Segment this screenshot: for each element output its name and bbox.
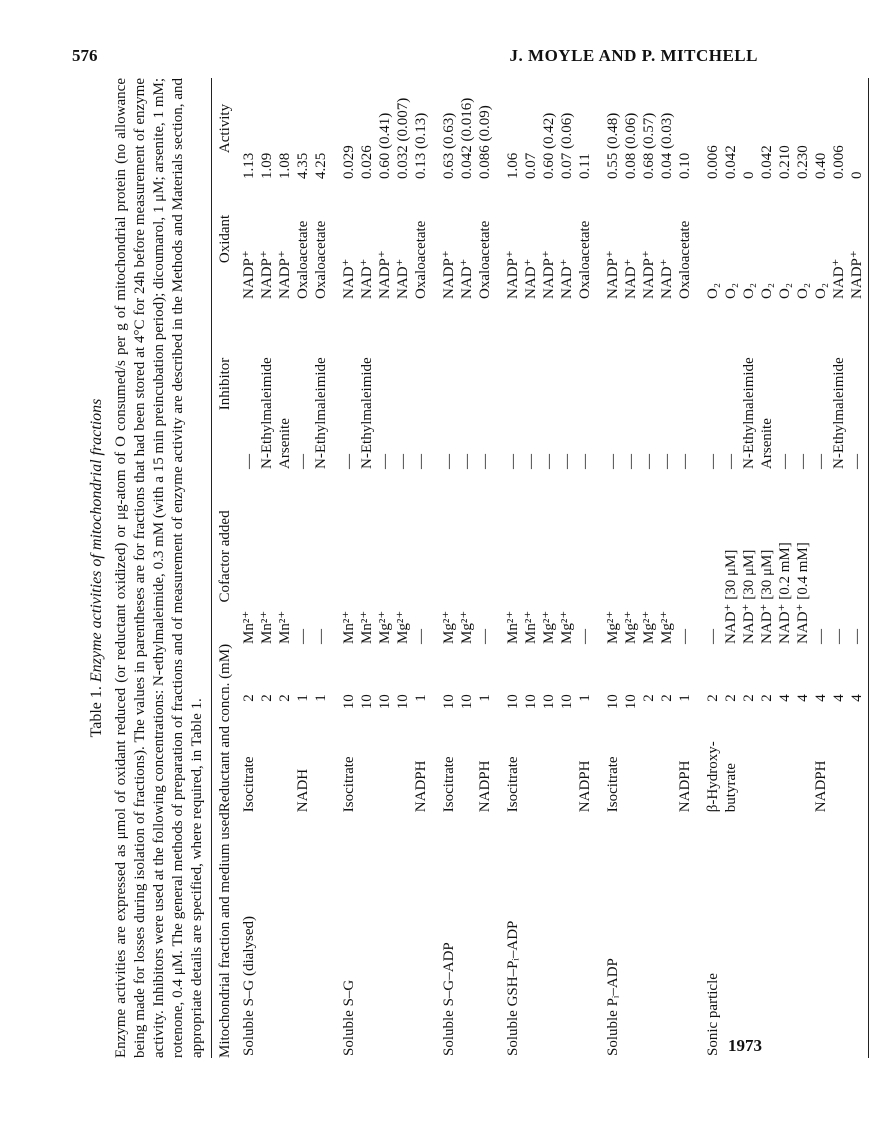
activity-cell: 0.60 (0.42) <box>541 112 557 179</box>
top-rule <box>211 78 212 1058</box>
fraction-cell <box>848 812 866 1058</box>
activity-cell: 0.006 <box>831 145 847 179</box>
table-row <box>794 78 812 1058</box>
reductant-cell <box>494 644 522 812</box>
reductant-cell <box>576 644 594 812</box>
fraction-cell <box>776 812 794 1058</box>
fraction-cell: Soluble S–G (dialysed) <box>241 916 257 1056</box>
table-caption-prefix: Table 1. <box>88 682 105 738</box>
reductant-conc: 10 <box>623 694 639 710</box>
fraction-cell <box>622 812 640 1058</box>
table-row <box>258 78 276 1058</box>
reductant-cell <box>558 644 576 812</box>
fraction-cell <box>640 812 658 1058</box>
inhibitor-cell: — <box>477 453 493 469</box>
cofactor-cell: NAD⁺ [0.2 mM] <box>777 542 793 644</box>
reductant-conc: 10 <box>523 694 539 710</box>
reductant-name: β-Hydroxy- <box>705 741 721 813</box>
reductant-conc: 10 <box>605 694 621 710</box>
inhibitor-cell: — <box>395 453 411 469</box>
reductant-cell <box>676 644 694 812</box>
table-row <box>740 78 758 1058</box>
inhibitor-cell: N-Ethylmaleimide <box>359 357 375 469</box>
oxidant-cell: Oxaloacetate <box>295 220 311 299</box>
oxidant-cell: Oxaloacetate <box>577 220 593 299</box>
fraction-cell <box>294 812 312 1058</box>
inhibitor-cell: — <box>623 453 639 469</box>
fraction-cell: Soluble Pᵢ–ADP <box>605 958 621 1056</box>
fraction-cell <box>258 812 276 1058</box>
cofactor-cell: — <box>677 628 693 644</box>
cofactor-cell: Mg²⁺ <box>559 610 575 644</box>
cofactor-cell: Mg²⁺ <box>377 610 393 644</box>
activity-cell: 0.210 <box>777 145 793 179</box>
cofactor-cell: Mg²⁺ <box>441 610 457 644</box>
cofactor-cell: — <box>577 628 593 644</box>
inhibitor-cell: N-Ethylmaleimide <box>259 357 275 469</box>
table-body <box>240 78 866 1058</box>
reductant-cell <box>240 644 258 812</box>
cofactor-cell: Mn²⁺ <box>359 610 375 644</box>
cofactor-cell: Mn²⁺ <box>277 610 293 644</box>
inhibitor-cell: — <box>523 453 539 469</box>
inhibitor-cell: N-Ethylmaleimide <box>741 357 757 469</box>
oxidant-cell: NAD⁺ <box>359 258 375 299</box>
cofactor-cell: — <box>849 628 865 644</box>
oxidant-cell: NAD⁺ <box>831 258 847 299</box>
cofactor-cell: Mg²⁺ <box>641 610 657 644</box>
reductant-cell <box>830 644 848 812</box>
inhibitor-cell: — <box>641 453 657 469</box>
table-row <box>812 78 830 1058</box>
reductant-cell <box>430 644 458 812</box>
reductant-name: Isocitrate <box>441 756 457 813</box>
table-row <box>476 78 494 1058</box>
inhibitor-cell: — <box>505 453 521 469</box>
table-row <box>694 78 722 1058</box>
reductant-cell <box>722 644 740 812</box>
reductant-cell <box>458 644 476 812</box>
reductant-cell <box>776 644 794 812</box>
fraction-cell <box>740 812 758 1058</box>
reductant-name: NADPH <box>813 760 829 813</box>
oxidant-cell: NADP⁺ <box>541 250 557 299</box>
cofactor-cell: Mg²⁺ <box>459 610 475 644</box>
table-row <box>622 78 640 1058</box>
oxidant-cell: O₂ <box>777 282 793 299</box>
cofactor-cell: — <box>413 628 429 644</box>
reductant-conc: 10 <box>359 694 375 710</box>
inhibitor-cell: — <box>705 453 721 469</box>
reductant-conc: 4 <box>795 694 811 702</box>
reductant-cell <box>330 644 358 812</box>
fraction-cell <box>576 812 594 1058</box>
fraction-cell <box>812 812 830 1058</box>
reductant-name: NADPH <box>413 760 429 813</box>
fraction-cell <box>540 812 558 1058</box>
table-row <box>522 78 540 1058</box>
header-reductant: Reductant and concn. (mM) <box>217 643 233 813</box>
oxidant-cell: NAD⁺ <box>623 258 639 299</box>
reductant-cell <box>358 644 376 812</box>
activity-cell: 0 <box>849 171 865 179</box>
reductant-name: NADH <box>295 768 311 813</box>
oxidant-cell: NAD⁺ <box>459 258 475 299</box>
activity-cell: 0.40 <box>813 152 829 179</box>
table-row <box>558 78 576 1058</box>
inhibitor-cell: — <box>295 453 311 469</box>
table-row <box>848 78 866 1058</box>
reductant-conc: 10 <box>395 694 411 710</box>
reductant-cell <box>594 644 622 812</box>
cofactor-cell: Mn²⁺ <box>259 610 275 644</box>
reductant-conc: 1 <box>313 694 329 702</box>
reductant-conc: 2 <box>723 694 739 702</box>
fraction-cell <box>394 812 412 1058</box>
inhibitor-cell: N-Ethylmaleimide <box>831 357 847 469</box>
fraction-cell <box>376 812 394 1058</box>
header-inhibitor: Inhibitor <box>217 357 233 411</box>
reductant-conc: 10 <box>341 694 357 710</box>
reductant-conc: 2 <box>659 694 675 702</box>
table-row <box>722 78 740 1058</box>
activity-cell: 0.07 (0.06) <box>559 112 575 179</box>
activity-cell: 0.230 <box>795 145 811 179</box>
header-oxidant: Oxidant <box>217 214 233 264</box>
table-row <box>294 78 312 1058</box>
reductant-conc: 2 <box>759 694 775 702</box>
reductant-conc: 10 <box>441 694 457 710</box>
reductant-cell <box>394 644 412 812</box>
activity-cell: 1.06 <box>505 152 521 179</box>
reductant-name: Isocitrate <box>241 756 257 813</box>
reductant-cell <box>276 644 294 812</box>
fraction-cell <box>758 812 776 1058</box>
reductant-name: Isocitrate <box>505 756 521 813</box>
reductant-cell <box>758 644 776 812</box>
activity-cell: 0.13 (0.13) <box>413 112 429 179</box>
inhibitor-cell: — <box>441 453 457 469</box>
cofactor-cell: Mn²⁺ <box>505 610 521 644</box>
inhibitor-cell: Arsenite <box>277 418 293 469</box>
table-row <box>576 78 594 1058</box>
reductant-conc: 2 <box>277 694 293 702</box>
reductant-cell <box>794 644 812 812</box>
table-row <box>430 78 458 1058</box>
fraction-cell: Soluble GSH–Pᵢ–ADP <box>505 920 521 1056</box>
reductant-conc: 2 <box>741 694 757 702</box>
oxidant-cell: NAD⁺ <box>395 258 411 299</box>
inhibitor-cell: — <box>341 453 357 469</box>
table-row <box>312 78 330 1058</box>
reductant-conc: 10 <box>377 694 393 710</box>
oxidant-cell: NAD⁺ <box>341 258 357 299</box>
rotated-table-block <box>84 78 865 1058</box>
cofactor-cell: Mn²⁺ <box>241 610 257 644</box>
activity-cell: 0.029 <box>341 145 357 179</box>
cofactor-cell: NAD⁺ [30 μM] <box>741 549 757 644</box>
header-cofactor: Cofactor added <box>217 510 233 603</box>
fraction-cell <box>476 812 494 1058</box>
cofactor-cell: — <box>295 628 311 644</box>
reductant-cell <box>540 644 558 812</box>
inhibitor-cell: — <box>241 453 257 469</box>
table-row <box>412 78 430 1058</box>
cofactor-cell: Mg²⁺ <box>623 610 639 644</box>
table-caption-title: Enzyme activities of mitochondrial fractions <box>88 398 105 683</box>
oxidant-cell: NADP⁺ <box>277 250 293 299</box>
cofactor-cell: Mn²⁺ <box>523 610 539 644</box>
inhibitor-cell: — <box>413 453 429 469</box>
reductant-conc: 2 <box>241 694 257 702</box>
reductant-cell <box>376 644 394 812</box>
reductant-conc: 1 <box>677 694 693 702</box>
reductant-name: NADPH <box>477 760 493 813</box>
fraction-cell <box>312 812 330 1058</box>
oxidant-cell: NADP⁺ <box>605 250 621 299</box>
activity-cell: 0.10 <box>677 152 693 179</box>
reductant-conc: 10 <box>505 694 521 710</box>
activity-cell: 0.07 <box>523 152 539 179</box>
reductant-cell <box>312 644 330 812</box>
enzyme-activity-table <box>216 78 866 1058</box>
oxidant-cell: Oxaloacetate <box>677 220 693 299</box>
table-row <box>594 78 622 1058</box>
reductant-name: Isocitrate <box>341 756 357 813</box>
header-fraction: Mitochondrial fraction and medium used <box>217 812 233 1058</box>
cofactor-cell: NAD⁺ [30 μM] <box>723 549 739 644</box>
cofactor-cell: Mg²⁺ <box>605 610 621 644</box>
reductant-conc: 1 <box>413 694 429 702</box>
oxidant-cell: Oxaloacetate <box>477 220 493 299</box>
reductant-conc: 10 <box>559 694 575 710</box>
reductant-cell <box>694 644 722 812</box>
cofactor-cell: Mg²⁺ <box>659 610 675 644</box>
table-row <box>676 78 694 1058</box>
fraction-cell <box>722 812 740 1058</box>
activity-cell: 0.006 <box>705 145 721 179</box>
fraction-cell <box>830 812 848 1058</box>
reductant-conc: 1 <box>477 694 493 702</box>
cofactor-cell: NAD⁺ [0.4 mM] <box>795 542 811 644</box>
cofactor-cell: Mg²⁺ <box>541 610 557 644</box>
activity-cell: 0.04 (0.03) <box>659 112 675 179</box>
oxidant-cell: O₂ <box>795 282 811 299</box>
oxidant-cell: O₂ <box>813 282 829 299</box>
inhibitor-cell: — <box>795 453 811 469</box>
activity-cell: 0.042 <box>759 145 775 179</box>
reductant-cell <box>476 644 494 812</box>
table-row <box>358 78 376 1058</box>
oxidant-cell: O₂ <box>759 282 775 299</box>
oxidant-cell: NAD⁺ <box>523 258 539 299</box>
table-row <box>640 78 658 1058</box>
reductant-cell <box>812 644 830 812</box>
reductant-name: Isocitrate <box>605 756 621 813</box>
fraction-cell <box>458 812 476 1058</box>
fraction-cell <box>522 812 540 1058</box>
reductant-name: NADPH <box>577 760 593 813</box>
table-row <box>830 78 848 1058</box>
oxidant-cell: NADP⁺ <box>241 250 257 299</box>
oxidant-cell: O₂ <box>705 282 721 299</box>
activity-cell: 0.08 (0.06) <box>623 112 639 179</box>
reductant-conc: 1 <box>577 694 593 702</box>
table-row <box>240 78 258 1058</box>
activity-cell: 0.68 (0.57) <box>641 112 657 179</box>
activity-cell: 0.026 <box>359 145 375 179</box>
inhibitor-cell: — <box>723 453 739 469</box>
inhibitor-cell: — <box>813 453 829 469</box>
cofactor-cell: Mg²⁺ <box>395 610 411 644</box>
inhibitor-cell: — <box>377 453 393 469</box>
reductant-conc: 10 <box>541 694 557 710</box>
inhibitor-cell: — <box>777 453 793 469</box>
reductant-conc: 2 <box>705 694 721 702</box>
fraction-cell <box>358 812 376 1058</box>
cofactor-cell: — <box>813 628 829 644</box>
inhibitor-cell: — <box>541 453 557 469</box>
activity-cell: 0.63 (0.63) <box>441 112 457 179</box>
cofactor-cell: NAD⁺ [30 μM] <box>759 549 775 644</box>
table-row <box>276 78 294 1058</box>
activity-cell: 0.60 (0.41) <box>377 112 393 179</box>
table-header <box>216 78 240 1058</box>
oxidant-cell: NADP⁺ <box>259 250 275 299</box>
cofactor-cell: — <box>313 628 329 644</box>
activity-cell: 1.13 <box>241 152 257 179</box>
cofactor-cell: — <box>477 628 493 644</box>
fraction-cell <box>658 812 676 1058</box>
page-year: 1973 <box>728 1036 762 1055</box>
reductant-conc: 2 <box>641 694 657 702</box>
inhibitor-cell: — <box>605 453 621 469</box>
activity-cell: 0.55 (0.48) <box>605 112 621 179</box>
oxidant-cell: NADP⁺ <box>377 250 393 299</box>
activity-cell: 0.086 (0.09) <box>477 105 493 179</box>
reductant-conc: 4 <box>777 694 793 702</box>
fraction-cell <box>794 812 812 1058</box>
fraction-cell <box>558 812 576 1058</box>
table-row <box>658 78 676 1058</box>
reductant-cell <box>522 644 540 812</box>
oxidant-cell: NAD⁺ <box>559 258 575 299</box>
table-row <box>376 78 394 1058</box>
reductant-conc: 2 <box>259 694 275 702</box>
reductant-cell <box>640 644 658 812</box>
inhibitor-cell: — <box>849 453 865 469</box>
oxidant-cell: NADP⁺ <box>441 250 457 299</box>
table-caption <box>88 78 106 1058</box>
oxidant-cell: NADP⁺ <box>849 250 865 299</box>
reductant-name: butyrate <box>723 763 739 813</box>
inhibitor-cell: — <box>659 453 675 469</box>
fraction-cell <box>276 812 294 1058</box>
activity-cell: 4.25 <box>313 152 329 179</box>
activity-cell: 0.042 <box>723 145 739 179</box>
cofactor-cell: — <box>705 628 721 644</box>
activity-cell: 1.09 <box>259 152 275 179</box>
reductant-conc: 10 <box>459 694 475 710</box>
fraction-cell: Soluble S–G <box>341 979 357 1056</box>
reductant-conc: 4 <box>831 694 847 702</box>
fraction-cell: Sonic particle <box>705 973 721 1056</box>
reductant-cell <box>622 644 640 812</box>
fraction-cell: Soluble S–G–ADP <box>441 942 457 1056</box>
table-row <box>494 78 522 1058</box>
table-row <box>394 78 412 1058</box>
inhibitor-cell: — <box>677 453 693 469</box>
oxidant-cell: NADP⁺ <box>505 250 521 299</box>
inhibitor-cell: — <box>577 453 593 469</box>
activity-cell: 4.35 <box>295 152 311 179</box>
inhibitor-cell: — <box>459 453 475 469</box>
table-description: Enzyme activities are expressed as μmol of oxidant reduced (or reductant oxidized) or μg-atom of O consumed/s per g of mitochondrial protein (no allowance being made for losses during isolation of fractions). The values in parentheses are for fractions that had been stored at 4°C for 24h before measurement of enzyme activity. Inhibitors were used at the following concentrations: N-ethylmaleimide, 0.3 mM (with a 15 min preincubation period); dicoumarol, 1 μM; arsenite, 1 mM; rotenone, 0.4 μM. The general methods of preparation of fractions and of measurement of enzyme activity are described in the Methods and Materials section, and appropriate details are specified, where required, in Table 1. <box>113 78 205 1058</box>
reductant-conc: 4 <box>849 694 865 702</box>
fraction-cell <box>412 812 430 1058</box>
cofactor-cell: Mn²⁺ <box>341 610 357 644</box>
table-row <box>540 78 558 1058</box>
table-row <box>776 78 794 1058</box>
table-row <box>458 78 476 1058</box>
reductant-cell <box>740 644 758 812</box>
oxidant-cell: Oxaloacetate <box>313 220 329 299</box>
oxidant-cell: Oxaloacetate <box>413 220 429 299</box>
oxidant-cell: O₂ <box>723 282 739 299</box>
activity-cell: 0 <box>741 171 757 179</box>
oxidant-cell: O₂ <box>741 282 757 299</box>
activity-cell: 0.042 (0.016) <box>459 97 475 179</box>
reductant-cell <box>412 644 430 812</box>
page-number: 576 <box>72 46 98 65</box>
oxidant-cell: NAD⁺ <box>659 258 675 299</box>
reductant-cell <box>258 644 276 812</box>
inhibitor-cell: — <box>559 453 575 469</box>
reductant-name: NADPH <box>677 760 693 813</box>
reductant-conc: 1 <box>295 694 311 702</box>
oxidant-cell: NADP⁺ <box>641 250 657 299</box>
inhibitor-cell: N-Ethylmaleimide <box>313 357 329 469</box>
reductant-conc: 4 <box>813 694 829 702</box>
running-head: J. MOYLE AND P. MITCHELL <box>509 46 758 65</box>
reductant-cell <box>848 644 866 812</box>
activity-cell: 1.08 <box>277 152 293 179</box>
inhibitor-cell: Arsenite <box>759 418 775 469</box>
header-activity: Activity <box>217 103 233 154</box>
activity-cell: 0.11 <box>577 153 593 179</box>
table-row <box>330 78 358 1058</box>
activity-cell: 0.032 (0.007) <box>395 97 411 179</box>
cofactor-cell: — <box>831 628 847 644</box>
reductant-cell <box>658 644 676 812</box>
fraction-cell <box>676 812 694 1058</box>
reductant-cell <box>294 644 312 812</box>
table-row <box>758 78 776 1058</box>
